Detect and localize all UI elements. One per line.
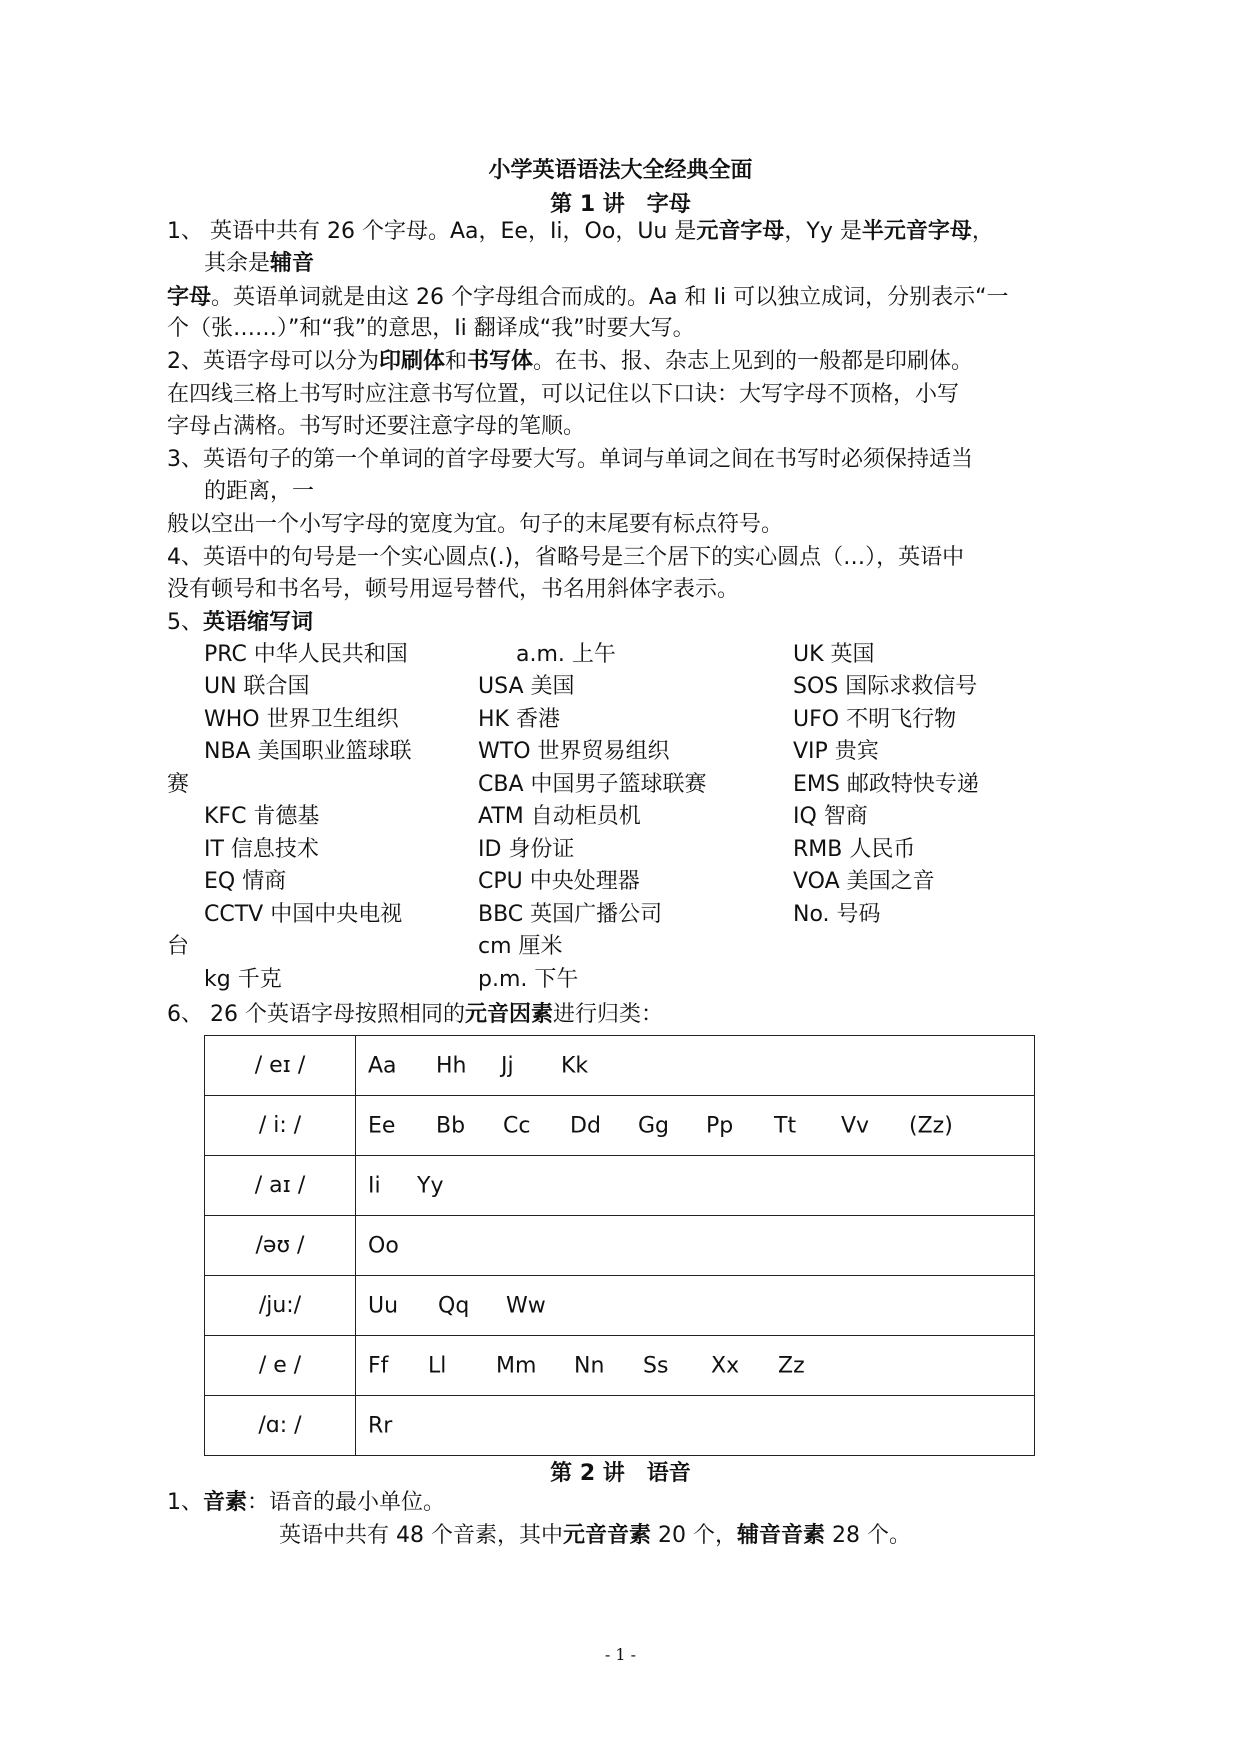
vowel-table-row <box>205 1096 1035 1156</box>
p1-line-2: 其余是辅音 <box>204 251 315 276</box>
abbreviation-item: IQ 智商 <box>793 804 868 829</box>
letters-cell <box>356 1396 1035 1456</box>
letter-pair: Nn <box>574 1353 605 1378</box>
p5-heading: 5、英语缩写词 <box>167 610 314 635</box>
abbreviation-item: UFO 不明飞行物 <box>793 707 957 732</box>
lesson-1-heading: 第 1 讲 字母 <box>550 192 691 217</box>
phoneme-cell: /ɑ: / <box>205 1396 356 1456</box>
letter-pair: Jj <box>501 1053 514 1078</box>
abbreviation-item: USA 美国 <box>478 674 575 699</box>
vowel-table <box>204 1035 1035 1456</box>
page-number: - 1 - <box>604 1645 637 1664</box>
letter-pair: Yy <box>417 1173 444 1198</box>
abbreviation-item: ID 身份证 <box>478 837 575 862</box>
letter-pair: Ff <box>368 1353 389 1378</box>
p3-line-1: 3、英语句子的第一个单词的首字母要大写。单词与单词之间在书写时必须保持适当 <box>167 447 973 472</box>
document-title: 小学英语语法大全经典全面 <box>488 158 753 183</box>
abbreviation-item: UN 联合国 <box>204 674 310 699</box>
abbreviation-row <box>0 672 1241 702</box>
p4-line-2: 没有顿号和书名号，顿号用逗号替代，书名用斜体字表示。 <box>167 577 740 602</box>
l2p1-line-1: 1、音素：语音的最小单位。 <box>167 1490 446 1515</box>
abbreviation-item: PRC 中华人民共和国 <box>204 642 408 667</box>
abbreviation-item: WTO 世界贸易组织 <box>478 739 670 764</box>
abbreviation-row <box>0 835 1241 865</box>
phoneme-cell: / aɪ / <box>205 1156 356 1216</box>
abbreviation-item: EMS 邮政特快专递 <box>793 772 979 797</box>
abbreviation-item: kg 千克 <box>204 967 282 992</box>
p3-line-2: 的距离，一 <box>204 479 315 504</box>
abbreviation-item: CBA 中国男子篮球联赛 <box>478 772 707 797</box>
abbreviation-item: RMB 人民币 <box>793 837 916 862</box>
p2-line-3: 字母占满格。书写时还要注意字母的笔顺。 <box>167 414 586 439</box>
abbreviation-item: WHO 世界卫生组织 <box>204 707 399 732</box>
abbreviation-item: SOS 国际求救信号 <box>793 674 978 699</box>
abbreviation-row <box>0 737 1241 767</box>
p2-line-1: 2、英语字母可以分为印刷体和书写体。在书、报、杂志上见到的一般都是印刷体。 <box>167 349 974 374</box>
abbreviation-item: No. 号码 <box>793 902 881 927</box>
letters-cell <box>356 1276 1035 1336</box>
vowel-table-row <box>205 1276 1035 1336</box>
abbreviation-row <box>0 900 1241 930</box>
p2-line-2: 在四线三格上书写时应注意书写位置，可以记住以下口诀：大写字母不顶格，小写 <box>167 382 960 407</box>
phoneme-cell: / i: / <box>205 1096 356 1156</box>
abbreviation-item: EQ 情商 <box>204 869 287 894</box>
p4-line-1: 4、英语中的句号是一个实心圆点(.)，省略号是三个居下的实心圆点（…），英语中 <box>167 545 965 570</box>
abbreviation-row <box>0 705 1241 735</box>
abbreviation-row <box>0 640 1241 670</box>
abbreviation-row <box>0 965 1241 995</box>
letter-pair: Xx <box>711 1353 740 1378</box>
letter-pair: Ss <box>643 1353 669 1378</box>
abbreviation-item: VOA 美国之音 <box>793 869 935 894</box>
abbreviation-item: p.m. 下午 <box>478 967 579 992</box>
vowel-table-row <box>205 1036 1035 1096</box>
p1-line-1: 1、 英语中共有 26 个字母。Aa，Ee，Ii，Oo，Uu 是元音字母，Yy 是半元音字母， <box>167 219 994 244</box>
abbreviation-item: cm 厘米 <box>478 934 563 959</box>
abbreviation-item: 台 <box>167 934 190 959</box>
letter-pair: Cc <box>503 1113 531 1138</box>
phoneme-cell: /ju:/ <box>205 1276 356 1336</box>
letters-cell <box>356 1036 1035 1096</box>
p1-line-4: 个（张……）”和“我”的意思，Ii 翻译成“我”时要大写。 <box>167 316 695 341</box>
vowel-table-row <box>205 1336 1035 1396</box>
p6-line: 6、 26 个英语字母按照相同的元音因素进行归类： <box>167 1002 664 1027</box>
abbreviation-item: BBC 英国广播公司 <box>478 902 663 927</box>
letters-cell <box>356 1216 1035 1276</box>
letter-pair: Gg <box>638 1113 670 1138</box>
letter-pair: Kk <box>561 1053 589 1078</box>
abbreviation-item: 赛 <box>167 772 190 797</box>
vowel-table-row <box>205 1216 1035 1276</box>
lesson-2-heading: 第 2 讲 语音 <box>550 1461 691 1486</box>
vowel-table-row <box>205 1156 1035 1216</box>
vowel-table-row <box>205 1396 1035 1456</box>
abbreviation-row <box>0 867 1241 897</box>
abbreviation-item: a.m. 上午 <box>516 642 616 667</box>
letter-pair: Pp <box>706 1113 734 1138</box>
letter-pair: Ww <box>506 1293 546 1318</box>
abbreviation-item: NBA 美国职业篮球联 <box>204 739 412 764</box>
p1-line-3: 字母。英语单词就是由这 26 个字母组合而成的。Aa 和 Ii 可以独立成词，分别表示“一 <box>167 285 1009 310</box>
abbreviation-item: UK 英国 <box>793 642 875 667</box>
abbreviation-row <box>0 802 1241 832</box>
letters-cell <box>356 1096 1035 1156</box>
l2p1-line-2: 英语中共有 48 个音素，其中元音音素 20 个，辅音音素 28 个。 <box>279 1523 911 1548</box>
letter-pair: Bb <box>436 1113 466 1138</box>
p3-line-3: 般以空出一个小写字母的宽度为宜。句子的末尾要有标点符号。 <box>167 512 784 537</box>
letter-pair: Mm <box>496 1353 537 1378</box>
letter-pair: Ii <box>368 1173 381 1198</box>
letters-cell <box>356 1156 1035 1216</box>
abbreviation-item: CPU 中央处理器 <box>478 869 640 894</box>
phoneme-cell: /əʊ / <box>205 1216 356 1276</box>
abbreviation-item: ATM 自动柜员机 <box>478 804 641 829</box>
phoneme-cell: / eɪ / <box>205 1036 356 1096</box>
letter-pair: Qq <box>438 1293 470 1318</box>
letter-pair: Vv <box>841 1113 870 1138</box>
letter-pair: (Zz) <box>909 1113 953 1138</box>
abbreviation-row <box>0 932 1241 962</box>
letter-pair: Hh <box>436 1053 467 1078</box>
letter-pair: Uu <box>368 1293 399 1318</box>
abbreviation-item: CCTV 中国中央电视 <box>204 902 403 927</box>
letter-pair: Rr <box>368 1413 393 1438</box>
letters-cell <box>356 1336 1035 1396</box>
abbreviation-item: KFC 肯德基 <box>204 804 320 829</box>
abbreviation-row <box>0 770 1241 800</box>
letter-pair: Oo <box>368 1233 399 1258</box>
letter-pair: Ll <box>428 1353 447 1378</box>
letter-pair: Ee <box>368 1113 396 1138</box>
letter-pair: Aa <box>368 1053 397 1078</box>
letter-pair: Zz <box>778 1353 805 1378</box>
abbreviation-item: IT 信息技术 <box>204 837 319 862</box>
letter-pair: Tt <box>774 1113 797 1138</box>
abbreviation-item: VIP 贵宾 <box>793 739 879 764</box>
abbreviation-item: HK 香港 <box>478 707 560 732</box>
letter-pair: Dd <box>570 1113 601 1138</box>
phoneme-cell: / e / <box>205 1336 356 1396</box>
